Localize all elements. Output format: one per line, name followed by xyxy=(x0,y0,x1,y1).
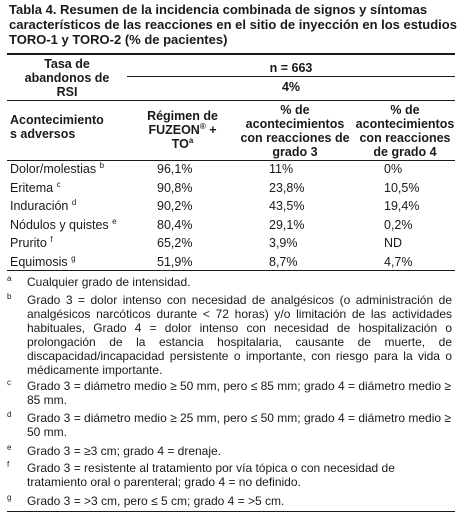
table-row: Dolor/molestias $^b$ 96,1% 11% 0% xyxy=(10,160,403,176)
footnote-a: a Cualquier grado de intensidad. xyxy=(7,274,191,289)
table-row: Prurito $^f$ 65,2% 3,9% ND xyxy=(10,234,403,250)
header-top-rule xyxy=(7,100,455,101)
sample-size-rule xyxy=(127,76,455,77)
abandon-label-line-2: abandonos de xyxy=(24,71,110,85)
abandon-rate-value: 4% xyxy=(281,80,301,94)
footnotes-bottom-rule xyxy=(7,511,455,512)
table-row: Induración $^d$ 90,2% 43,5% 19,4% xyxy=(10,197,420,213)
footnote-c: c Grado 3 = diámetro medio ≥ 50 mm, pero ≤ 85 mm; grado 4 = diámetro medio ≥ 85 mm. xyxy=(7,378,451,407)
footnote-d: d Grado 3 = diámetro medio ≥ 25 mm, pero ≤ 50 mm; grado 4 = diámetro medio ≥ 50 mm. xyxy=(7,410,451,439)
footnote-g: g Grado 3 = >3 cm, pero ≤ 5 cm; grado 4 = >5 cm. xyxy=(7,493,285,508)
table-title: Tabla 4. Resumen de la incidencia combinada de signos y síntomas característicos de las reacciones en el sitio de inyección en los estudios TORO-1 y TORO-2 (% de pacientes) xyxy=(9,2,457,47)
table-row: Eritema $^c$ 90,8% 23,8% 10,5% xyxy=(10,179,420,195)
footnote-b: b Grado 3 = dolor intenso con necesidad de analgésicos (o administración de analgésicos narcóticos durante < 72 horas) y/o limitación de las actividades habituales, Grado 4 = dolor intenso con necesidad de hospitalización o prolongación de la estancia hospitalaria, causante de muerte, de discapacidad/incapacidad persistente o importante, con riesgo para la vida o médicamente importante. xyxy=(7,292,452,377)
abandon-label-line-3: RSI xyxy=(56,85,78,99)
abandon-label-line-1: Tasa de xyxy=(44,57,90,71)
table-bottom-rule xyxy=(7,270,455,271)
table-row: Nódulos y quistes $^e$ 80,4% 29,1% 0,2% xyxy=(10,216,413,232)
document-page: Tabla 4. Resumen de la incidencia combinada de signos y síntomas característicos de las reacciones en el sitio de inyección en los estudios TORO-1 y TORO-2 (% de pacientes) Tasa de abandonos de RSI n = 663 4% Acontecimiento s adversos Régimen de FUZEON® + $TO^a$ % de acontecimientos con reacciones de grado 3 % de acontecimientos con reacciones de grado 4 Dolor/molestias $^b$ 96,1% 11% 0% Eritema $^c$ 90,8% 23,8% 10,5% Induración $^d$ 90,2% 43,5% 19,4% Nódulos y quistes $^e$ 80,4% 29,1% 0,2% Prurito $^f$ 65,2% 3,9% ND Equimosis $^g$ 51,9% 8,7% 4,7% a Cualquier grado de intensidad. b Grado 3 = dolor intenso con necesidad de analgésicos (o administración de analgésicos narcóticos durante < 72 horas) y/o limitación de las actividades habituales, Grado 4 = dolor intenso con necesidad de hospitalización o prolongación de la estancia hospitalaria, causante de muerte, de discapacidad/incapacidad persistente o importante, con riesgo para la vida o médicamente importante. c Grado 3 = diámetro medio ≥ 50 mm, pero ≤ 85 mm; grado 4 = diámetro medio ≥ 85 mm. d Grado 3 = diámetro medio ≥ 25 mm, pero ≤ 50 mm; grado 4 = diámetro medio ≥ 50 mm. e Grado 3 = ≥3 cm; grado 4 = drenaje. f Grado 3 = resistente al tratamiento por vía tópica o con necesidad de tratamiento oral o parenteral; grado 4 = no definido. g Grado 3 = >3 cm, pero ≤ 5 cm; grado 4 = >5 cm. xyxy=(0,0,464,523)
table-row: Equimosis $^g$ 51,9% 8,7% 4,7% xyxy=(10,253,413,269)
sample-size: n = 663 xyxy=(269,61,313,75)
footnote-f: f Grado 3 = resistente al tratamiento por vía tópica o con necesidad de tratamiento oral o parenteral; grado 4 = no definido. xyxy=(7,460,395,489)
footnote-e: e Grado 3 = ≥3 cm; grado 4 = drenaje. xyxy=(7,443,222,458)
table-top-rule xyxy=(7,53,455,55)
